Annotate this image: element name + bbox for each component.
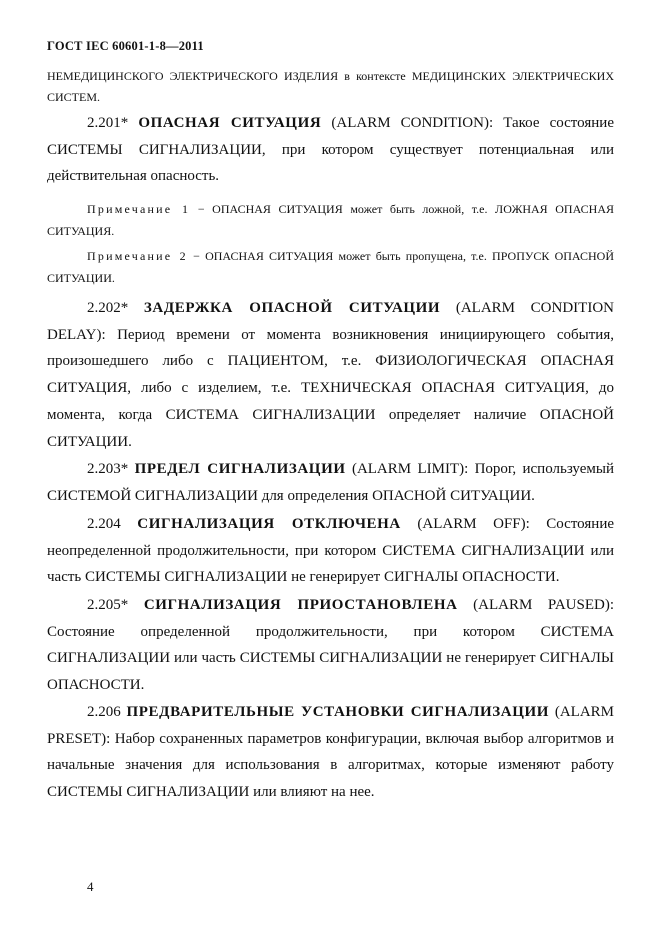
clause-term: ОПАСНАЯ СИТУАЦИЯ <box>138 115 322 131</box>
clause-paragraph <box>47 295 614 455</box>
intro-block <box>47 66 614 107</box>
clause-paragraph <box>47 511 614 591</box>
clause-definition: (ALARM OFF): Состояние неопределенной продолжительности, при котором СИСТЕМА СИГНАЛИЗАЦИИ или часть СИСТЕМЫ СИГНАЛИЗАЦИИ не генерирует СИГНАЛЫ ОПАСНОСТИ. <box>47 516 615 586</box>
clause-2-201 <box>47 110 614 190</box>
clause-definition: (ALARM PRESET): Набор сохраненных параметров конфигурации, включая выбор алгоритмов и начальные значения для использования в алгоритмах, которые изменяют работу СИСТЕМЫ СИГНАЛИЗАЦИИ или влияют на нее. <box>47 704 614 801</box>
clause-2-205 <box>47 592 614 699</box>
clause-paragraph <box>47 110 614 190</box>
clause-number: 2.202* <box>87 300 129 316</box>
note-label: Примечание 1 <box>87 202 191 216</box>
clause-definition: (ALARM LIMIT): Порог, используемый СИСТЕМОЙ СИГНАЛИЗАЦИИ для определения ОПАСНОЙ СИТУАЦИИ. <box>47 461 614 504</box>
clause-number: 2.204 <box>87 516 121 532</box>
clause-2-202 <box>47 295 614 455</box>
clause-number: 2.205* <box>87 597 129 613</box>
clause-number: 2.201* <box>87 115 129 131</box>
clause-definition: (ALARM CONDITION DELAY): Период времени от момента возникновения инициирующего события, произошедшего либо с ПАЦИЕНТОМ, т.е. ФИЗИОЛОГИЧЕСКАЯ ОПАСНАЯ СИТУАЦИЯ, либо с изделием, т.е. ТЕХНИЧЕСКАЯ ОПАСНАЯ СИТУАЦИЯ, до момента, когда СИСТЕМА СИГНАЛИЗАЦИИ определяет наличие ОПАСНОЙ СИТУАЦИИ. <box>47 300 614 450</box>
clause-2-203 <box>47 456 614 509</box>
note-1 <box>47 198 614 242</box>
clause-number: 2.203* <box>87 461 129 477</box>
clause-paragraph <box>47 456 614 509</box>
page-number: 4 <box>87 879 94 894</box>
clause-term: ПРЕДВАРИТЕЛЬНЫЕ УСТАНОВКИ СИГНАЛИЗАЦИИ <box>126 704 550 720</box>
note-text: − ОПАСНАЯ СИТУАЦИЯ может быть пропущена, т.е. ПРОПУСК ОПАСНОЙ СИТУАЦИИ. <box>47 249 615 285</box>
clause-paragraph <box>47 592 614 699</box>
clause-term: ЗАДЕРЖКА ОПАСНОЙ СИТУАЦИИ <box>143 300 441 316</box>
intro-text: НЕМЕДИЦИНСКОГО ЭЛЕКТРИЧЕСКОГО ИЗДЕЛИЯ в контексте МЕДИЦИНСКИХ ЭЛЕКТРИЧЕСКИХ СИСТЕМ. <box>47 69 614 104</box>
note-text: − ОПАСНАЯ СИТУАЦИЯ может быть ложной, т.е. ЛОЖНАЯ ОПАСНАЯ СИТУАЦИЯ. <box>47 202 614 238</box>
clause-2-204 <box>47 511 614 591</box>
document-header: ГОСТ IEC 60601-1-8—2011 <box>47 39 204 53</box>
clause-2-206 <box>47 699 614 806</box>
note-2 <box>47 245 614 289</box>
clause-term: СИГНАЛИЗАЦИЯ ОТКЛЮЧЕНА <box>137 516 401 532</box>
clause-number: 2.206 <box>87 704 121 720</box>
note-label: Примечание 2 <box>87 249 188 263</box>
clause-term: СИГНАЛИЗАЦИЯ ПРИОСТАНОВЛЕНА <box>143 597 458 613</box>
clause-paragraph <box>47 699 614 806</box>
clause-term: ПРЕДЕЛ СИГНАЛИЗАЦИИ <box>134 461 346 477</box>
clause-definition: (ALARM PAUSED): Состояние определенной продолжительности, при котором СИСТЕМА СИГНАЛИЗАЦИИ или часть СИСТЕМЫ СИГНАЛИЗАЦИИ не генерирует СИГНАЛЫ ОПАСНОСТИ. <box>47 597 614 694</box>
clause-definition: (ALARM CONDITION): Такое состояние СИСТЕМЫ СИГНАЛИЗАЦИИ, при котором существует потенциальная или действительная опасность. <box>47 115 614 185</box>
